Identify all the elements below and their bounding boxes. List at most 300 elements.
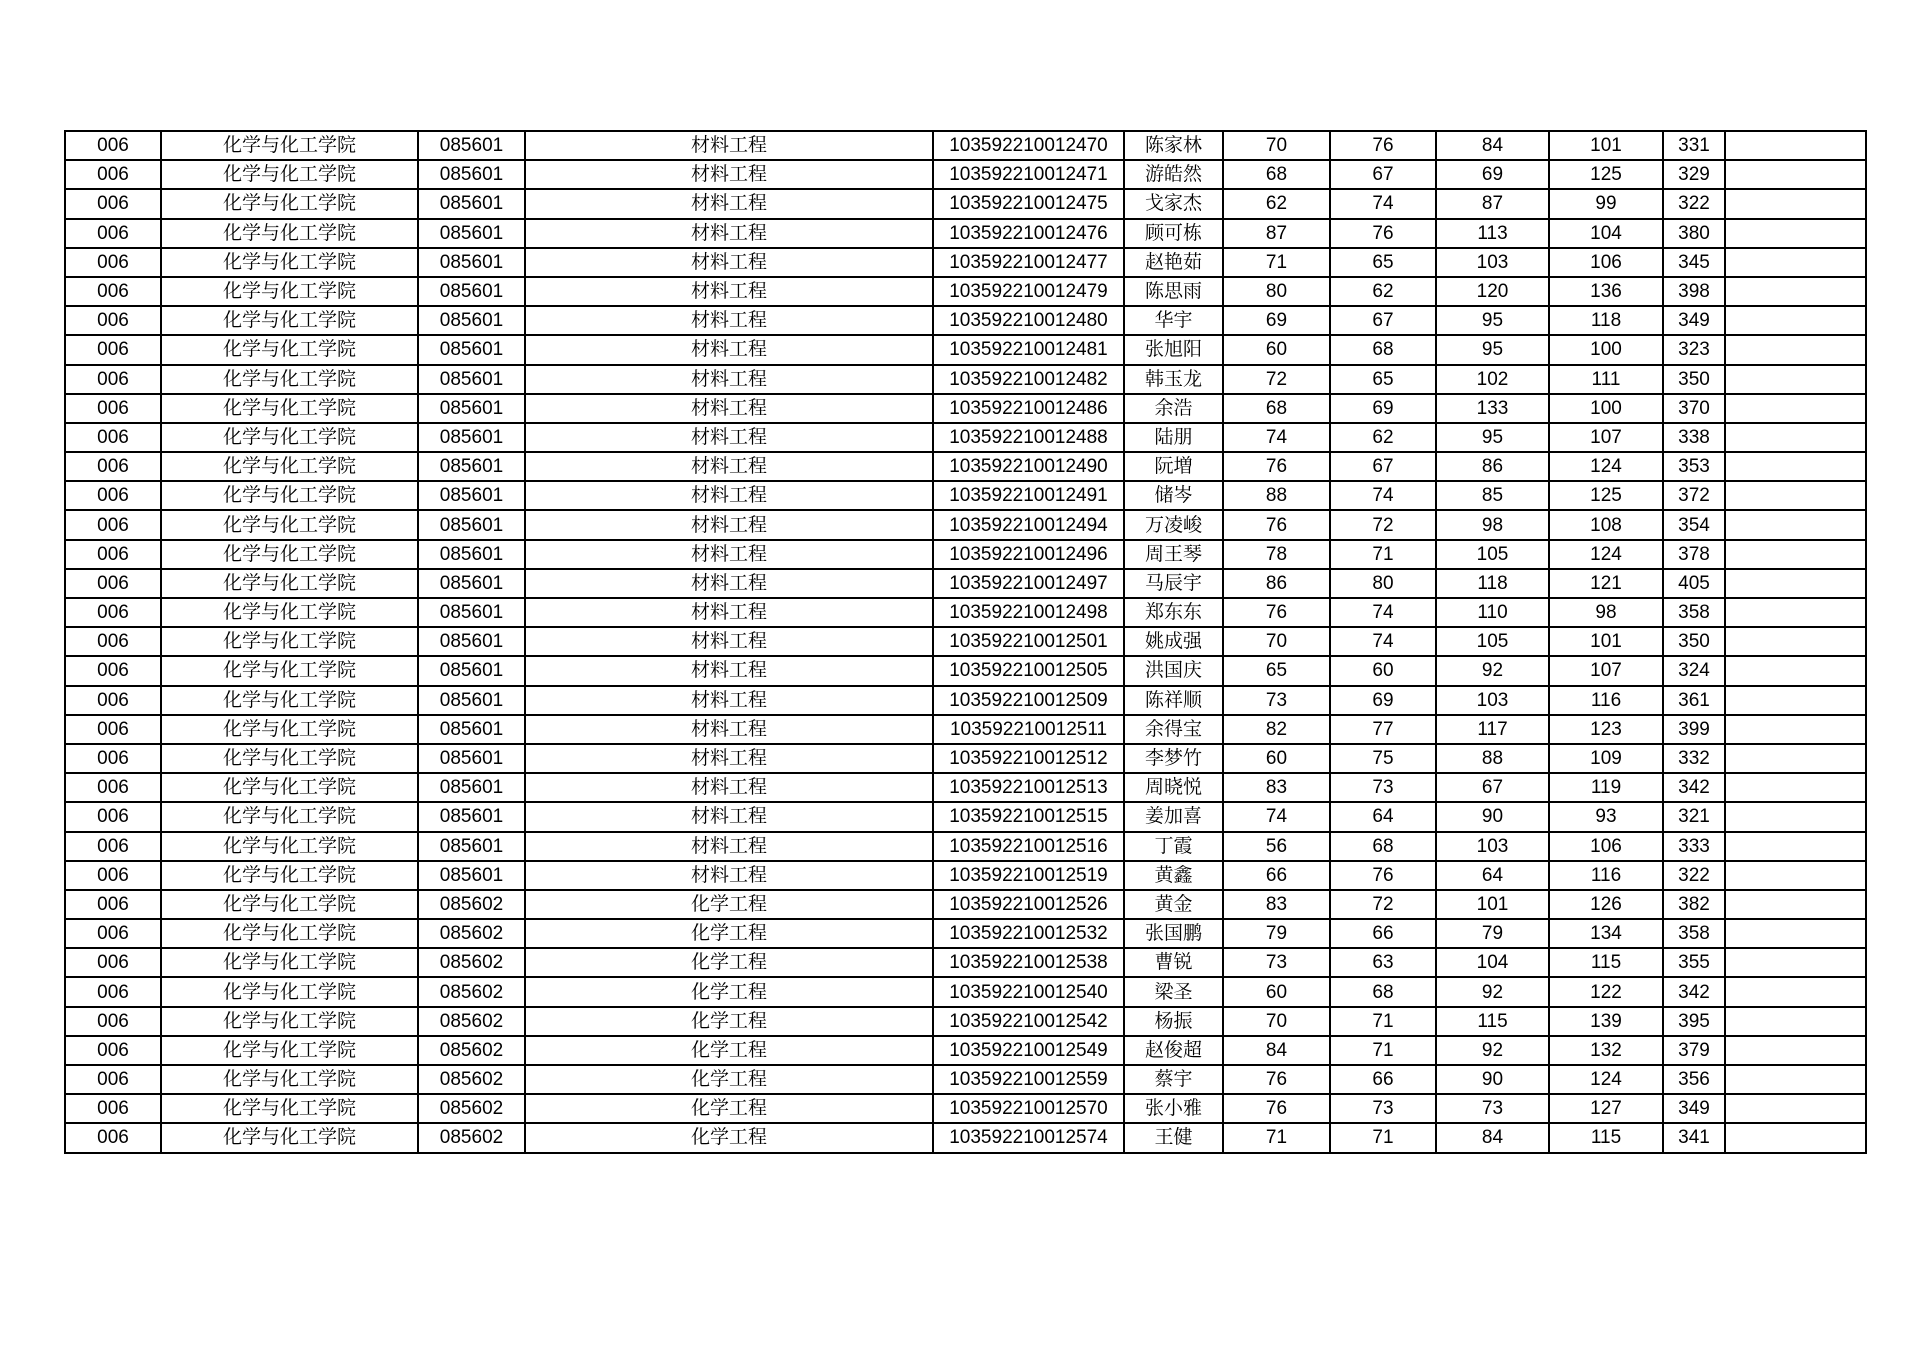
- score-3-cell: 95: [1436, 423, 1549, 452]
- exam-id-cell: 103592210012559: [933, 1065, 1124, 1094]
- exam-id-cell: 103592210012490: [933, 452, 1124, 481]
- score-1-cell: 68: [1223, 394, 1330, 423]
- score-3-cell: 90: [1436, 1065, 1549, 1094]
- exam-id-cell: 103592210012486: [933, 394, 1124, 423]
- major-code-cell: 085601: [418, 510, 525, 539]
- college-name-cell: 化学与化工学院: [161, 452, 418, 481]
- score-4-cell: 134: [1549, 919, 1663, 948]
- student-name-cell: 丁霞: [1124, 832, 1223, 861]
- table-row: [65, 1123, 1866, 1152]
- major-name-cell: 材料工程: [525, 510, 933, 539]
- student-name-cell: 华宇: [1124, 306, 1223, 335]
- student-name-cell: 万凌峻: [1124, 510, 1223, 539]
- score-1-cell: 72: [1223, 365, 1330, 394]
- student-name-cell: 马辰宇: [1124, 569, 1223, 598]
- student-name-cell: 陈祥顺: [1124, 686, 1223, 715]
- exam-id-cell: 103592210012471: [933, 160, 1124, 189]
- score-2-cell: 67: [1330, 306, 1436, 335]
- major-name-cell: 化学工程: [525, 890, 933, 919]
- major-name-cell: 材料工程: [525, 131, 933, 160]
- major-code-cell: 085602: [418, 1123, 525, 1152]
- major-name-cell: 化学工程: [525, 919, 933, 948]
- total-score-cell: 333: [1663, 832, 1725, 861]
- total-score-cell: 331: [1663, 131, 1725, 160]
- college-name-cell: 化学与化工学院: [161, 773, 418, 802]
- major-code-cell: 085601: [418, 365, 525, 394]
- score-3-cell: 95: [1436, 335, 1549, 364]
- college-name-cell: 化学与化工学院: [161, 219, 418, 248]
- score-4-cell: 108: [1549, 510, 1663, 539]
- score-1-cell: 74: [1223, 423, 1330, 452]
- table-row: [65, 773, 1866, 802]
- college-code-cell: 006: [65, 394, 161, 423]
- exam-id-cell: 103592210012538: [933, 948, 1124, 977]
- total-score-cell: 378: [1663, 540, 1725, 569]
- college-code-cell: 006: [65, 1094, 161, 1123]
- score-2-cell: 68: [1330, 832, 1436, 861]
- major-name-cell: 材料工程: [525, 248, 933, 277]
- college-name-cell: 化学与化工学院: [161, 569, 418, 598]
- college-code-cell: 006: [65, 773, 161, 802]
- score-3-cell: 105: [1436, 627, 1549, 656]
- total-score-cell: 345: [1663, 248, 1725, 277]
- table-row: [65, 832, 1866, 861]
- score-4-cell: 139: [1549, 1007, 1663, 1036]
- score-2-cell: 71: [1330, 1123, 1436, 1152]
- score-4-cell: 124: [1549, 1065, 1663, 1094]
- student-name-cell: 王健: [1124, 1123, 1223, 1152]
- table-row: [65, 1007, 1866, 1036]
- score-1-cell: 60: [1223, 335, 1330, 364]
- college-code-cell: 006: [65, 540, 161, 569]
- remark-cell: [1725, 1065, 1866, 1094]
- score-1-cell: 76: [1223, 1094, 1330, 1123]
- score-3-cell: 92: [1436, 1036, 1549, 1065]
- major-name-cell: 材料工程: [525, 686, 933, 715]
- major-name-cell: 材料工程: [525, 160, 933, 189]
- major-name-cell: 材料工程: [525, 189, 933, 218]
- college-name-cell: 化学与化工学院: [161, 510, 418, 539]
- student-name-cell: 黄鑫: [1124, 861, 1223, 890]
- college-code-cell: 006: [65, 219, 161, 248]
- total-score-cell: 342: [1663, 977, 1725, 1006]
- score-4-cell: 124: [1549, 452, 1663, 481]
- table-row: [65, 948, 1866, 977]
- score-1-cell: 83: [1223, 773, 1330, 802]
- remark-cell: [1725, 1094, 1866, 1123]
- major-name-cell: 材料工程: [525, 598, 933, 627]
- score-2-cell: 80: [1330, 569, 1436, 598]
- college-code-cell: 006: [65, 160, 161, 189]
- score-2-cell: 74: [1330, 189, 1436, 218]
- exam-id-cell: 103592210012509: [933, 686, 1124, 715]
- score-1-cell: 76: [1223, 598, 1330, 627]
- score-1-cell: 62: [1223, 189, 1330, 218]
- remark-cell: [1725, 277, 1866, 306]
- exam-id-cell: 103592210012491: [933, 481, 1124, 510]
- score-2-cell: 67: [1330, 160, 1436, 189]
- score-1-cell: 88: [1223, 481, 1330, 510]
- student-name-cell: 曹锐: [1124, 948, 1223, 977]
- major-code-cell: 085601: [418, 627, 525, 656]
- college-name-cell: 化学与化工学院: [161, 832, 418, 861]
- college-code-cell: 006: [65, 423, 161, 452]
- college-name-cell: 化学与化工学院: [161, 977, 418, 1006]
- major-code-cell: 085601: [418, 686, 525, 715]
- major-name-cell: 化学工程: [525, 1036, 933, 1065]
- college-name-cell: 化学与化工学院: [161, 335, 418, 364]
- score-4-cell: 100: [1549, 335, 1663, 364]
- total-score-cell: 329: [1663, 160, 1725, 189]
- score-2-cell: 63: [1330, 948, 1436, 977]
- major-code-cell: 085601: [418, 131, 525, 160]
- table-row: [65, 219, 1866, 248]
- remark-cell: [1725, 452, 1866, 481]
- total-score-cell: 323: [1663, 335, 1725, 364]
- major-code-cell: 085601: [418, 598, 525, 627]
- score-2-cell: 71: [1330, 1036, 1436, 1065]
- college-code-cell: 006: [65, 510, 161, 539]
- major-code-cell: 085601: [418, 715, 525, 744]
- college-code-cell: 006: [65, 861, 161, 890]
- score-2-cell: 66: [1330, 1065, 1436, 1094]
- student-name-cell: 洪国庆: [1124, 656, 1223, 685]
- remark-cell: [1725, 802, 1866, 831]
- exam-id-cell: 103592210012515: [933, 802, 1124, 831]
- total-score-cell: 354: [1663, 510, 1725, 539]
- table-row: [65, 452, 1866, 481]
- total-score-cell: 405: [1663, 569, 1725, 598]
- table-row: [65, 189, 1866, 218]
- score-4-cell: 107: [1549, 656, 1663, 685]
- remark-cell: [1725, 423, 1866, 452]
- score-3-cell: 133: [1436, 394, 1549, 423]
- total-score-cell: 380: [1663, 219, 1725, 248]
- score-1-cell: 76: [1223, 452, 1330, 481]
- major-code-cell: 085602: [418, 977, 525, 1006]
- remark-cell: [1725, 627, 1866, 656]
- table-row: [65, 160, 1866, 189]
- table-row: [65, 715, 1866, 744]
- score-2-cell: 72: [1330, 510, 1436, 539]
- major-name-cell: 材料工程: [525, 277, 933, 306]
- total-score-cell: 324: [1663, 656, 1725, 685]
- college-code-cell: 006: [65, 131, 161, 160]
- college-name-cell: 化学与化工学院: [161, 365, 418, 394]
- student-name-cell: 蔡宇: [1124, 1065, 1223, 1094]
- total-score-cell: 382: [1663, 890, 1725, 919]
- college-code-cell: 006: [65, 1036, 161, 1065]
- score-4-cell: 93: [1549, 802, 1663, 831]
- student-name-cell: 阮増: [1124, 452, 1223, 481]
- remark-cell: [1725, 919, 1866, 948]
- score-4-cell: 127: [1549, 1094, 1663, 1123]
- college-name-cell: 化学与化工学院: [161, 248, 418, 277]
- table-row: [65, 686, 1866, 715]
- college-name-cell: 化学与化工学院: [161, 919, 418, 948]
- major-name-cell: 材料工程: [525, 540, 933, 569]
- remark-cell: [1725, 510, 1866, 539]
- score-4-cell: 115: [1549, 1123, 1663, 1152]
- total-score-cell: 379: [1663, 1036, 1725, 1065]
- college-code-cell: 006: [65, 277, 161, 306]
- student-name-cell: 余得宝: [1124, 715, 1223, 744]
- table-row: [65, 802, 1866, 831]
- remark-cell: [1725, 189, 1866, 218]
- score-2-cell: 76: [1330, 861, 1436, 890]
- remark-cell: [1725, 686, 1866, 715]
- table-row: [65, 1036, 1866, 1065]
- major-code-cell: 085601: [418, 744, 525, 773]
- score-2-cell: 77: [1330, 715, 1436, 744]
- score-3-cell: 102: [1436, 365, 1549, 394]
- score-4-cell: 125: [1549, 481, 1663, 510]
- score-2-cell: 68: [1330, 335, 1436, 364]
- total-score-cell: 342: [1663, 773, 1725, 802]
- remark-cell: [1725, 773, 1866, 802]
- college-code-cell: 006: [65, 948, 161, 977]
- table-row: [65, 277, 1866, 306]
- table-row: [65, 977, 1866, 1006]
- total-score-cell: 350: [1663, 627, 1725, 656]
- remark-cell: [1725, 861, 1866, 890]
- major-code-cell: 085602: [418, 948, 525, 977]
- student-name-cell: 姚成强: [1124, 627, 1223, 656]
- major-code-cell: 085602: [418, 1065, 525, 1094]
- score-1-cell: 66: [1223, 861, 1330, 890]
- major-name-cell: 材料工程: [525, 452, 933, 481]
- exam-id-cell: 103592210012482: [933, 365, 1124, 394]
- score-1-cell: 78: [1223, 540, 1330, 569]
- score-2-cell: 69: [1330, 686, 1436, 715]
- student-name-cell: 李梦竹: [1124, 744, 1223, 773]
- score-1-cell: 68: [1223, 160, 1330, 189]
- remark-cell: [1725, 569, 1866, 598]
- score-4-cell: 126: [1549, 890, 1663, 919]
- total-score-cell: 338: [1663, 423, 1725, 452]
- table-row: [65, 1094, 1866, 1123]
- major-code-cell: 085602: [418, 1007, 525, 1036]
- score-3-cell: 115: [1436, 1007, 1549, 1036]
- student-name-cell: 周晓悦: [1124, 773, 1223, 802]
- college-name-cell: 化学与化工学院: [161, 394, 418, 423]
- major-name-cell: 材料工程: [525, 306, 933, 335]
- college-name-cell: 化学与化工学院: [161, 160, 418, 189]
- score-4-cell: 104: [1549, 219, 1663, 248]
- major-name-cell: 材料工程: [525, 481, 933, 510]
- major-code-cell: 085601: [418, 423, 525, 452]
- major-name-cell: 材料工程: [525, 569, 933, 598]
- score-3-cell: 105: [1436, 540, 1549, 569]
- college-name-cell: 化学与化工学院: [161, 306, 418, 335]
- score-3-cell: 103: [1436, 248, 1549, 277]
- major-name-cell: 材料工程: [525, 365, 933, 394]
- score-4-cell: 123: [1549, 715, 1663, 744]
- score-4-cell: 106: [1549, 832, 1663, 861]
- table-row: [65, 510, 1866, 539]
- score-4-cell: 99: [1549, 189, 1663, 218]
- student-name-cell: 周王琴: [1124, 540, 1223, 569]
- major-code-cell: 085602: [418, 890, 525, 919]
- remark-cell: [1725, 131, 1866, 160]
- major-name-cell: 材料工程: [525, 219, 933, 248]
- college-code-cell: 006: [65, 802, 161, 831]
- exam-id-cell: 103592210012516: [933, 832, 1124, 861]
- table-row: [65, 1065, 1866, 1094]
- remark-cell: [1725, 715, 1866, 744]
- major-code-cell: 085601: [418, 452, 525, 481]
- college-code-cell: 006: [65, 248, 161, 277]
- score-2-cell: 73: [1330, 1094, 1436, 1123]
- college-code-cell: 006: [65, 335, 161, 364]
- score-1-cell: 69: [1223, 306, 1330, 335]
- score-3-cell: 84: [1436, 131, 1549, 160]
- score-1-cell: 84: [1223, 1036, 1330, 1065]
- exam-id-cell: 103592210012512: [933, 744, 1124, 773]
- student-name-cell: 陈家林: [1124, 131, 1223, 160]
- exam-id-cell: 103592210012481: [933, 335, 1124, 364]
- exam-id-cell: 103592210012479: [933, 277, 1124, 306]
- student-name-cell: 赵俊超: [1124, 1036, 1223, 1065]
- college-code-cell: 006: [65, 481, 161, 510]
- student-name-cell: 陈思雨: [1124, 277, 1223, 306]
- table-row: [65, 598, 1866, 627]
- score-4-cell: 119: [1549, 773, 1663, 802]
- score-3-cell: 73: [1436, 1094, 1549, 1123]
- major-code-cell: 085601: [418, 481, 525, 510]
- college-name-cell: 化学与化工学院: [161, 686, 418, 715]
- exam-id-cell: 103592210012497: [933, 569, 1124, 598]
- total-score-cell: 372: [1663, 481, 1725, 510]
- exam-id-cell: 103592210012470: [933, 131, 1124, 160]
- remark-cell: [1725, 890, 1866, 919]
- student-name-cell: 陆朋: [1124, 423, 1223, 452]
- score-1-cell: 71: [1223, 1123, 1330, 1152]
- table-row: [65, 627, 1866, 656]
- college-code-cell: 006: [65, 656, 161, 685]
- college-code-cell: 006: [65, 189, 161, 218]
- remark-cell: [1725, 248, 1866, 277]
- total-score-cell: 322: [1663, 861, 1725, 890]
- score-4-cell: 125: [1549, 160, 1663, 189]
- exam-id-cell: 103592210012542: [933, 1007, 1124, 1036]
- score-3-cell: 86: [1436, 452, 1549, 481]
- major-name-cell: 材料工程: [525, 627, 933, 656]
- remark-cell: [1725, 540, 1866, 569]
- score-4-cell: 106: [1549, 248, 1663, 277]
- table-row: [65, 131, 1866, 160]
- major-name-cell: 化学工程: [525, 948, 933, 977]
- major-name-cell: 材料工程: [525, 335, 933, 364]
- score-3-cell: 67: [1436, 773, 1549, 802]
- remark-cell: [1725, 335, 1866, 364]
- score-1-cell: 73: [1223, 686, 1330, 715]
- exam-id-cell: 103592210012532: [933, 919, 1124, 948]
- exam-id-cell: 103592210012494: [933, 510, 1124, 539]
- remark-cell: [1725, 160, 1866, 189]
- table-row: [65, 569, 1866, 598]
- score-3-cell: 90: [1436, 802, 1549, 831]
- score-3-cell: 92: [1436, 656, 1549, 685]
- exam-id-cell: 103592210012498: [933, 598, 1124, 627]
- score-3-cell: 103: [1436, 832, 1549, 861]
- student-name-cell: 储岑: [1124, 481, 1223, 510]
- exam-id-cell: 103592210012505: [933, 656, 1124, 685]
- remark-cell: [1725, 832, 1866, 861]
- major-code-cell: 085601: [418, 394, 525, 423]
- score-2-cell: 68: [1330, 977, 1436, 1006]
- major-name-cell: 材料工程: [525, 861, 933, 890]
- score-1-cell: 70: [1223, 627, 1330, 656]
- score-1-cell: 73: [1223, 948, 1330, 977]
- major-name-cell: 材料工程: [525, 423, 933, 452]
- college-code-cell: 006: [65, 452, 161, 481]
- total-score-cell: 395: [1663, 1007, 1725, 1036]
- exam-id-cell: 103592210012488: [933, 423, 1124, 452]
- major-name-cell: 材料工程: [525, 773, 933, 802]
- major-name-cell: 化学工程: [525, 1094, 933, 1123]
- major-name-cell: 化学工程: [525, 1123, 933, 1152]
- college-name-cell: 化学与化工学院: [161, 598, 418, 627]
- score-2-cell: 65: [1330, 365, 1436, 394]
- college-name-cell: 化学与化工学院: [161, 948, 418, 977]
- exam-id-cell: 103592210012574: [933, 1123, 1124, 1152]
- score-3-cell: 64: [1436, 861, 1549, 890]
- major-code-cell: 085601: [418, 802, 525, 831]
- remark-cell: [1725, 977, 1866, 1006]
- college-code-cell: 006: [65, 1123, 161, 1152]
- remark-cell: [1725, 598, 1866, 627]
- major-name-cell: 材料工程: [525, 744, 933, 773]
- score-1-cell: 82: [1223, 715, 1330, 744]
- major-name-cell: 材料工程: [525, 656, 933, 685]
- score-2-cell: 72: [1330, 890, 1436, 919]
- major-code-cell: 085601: [418, 569, 525, 598]
- score-table-body: [65, 131, 1866, 1153]
- college-code-cell: 006: [65, 627, 161, 656]
- score-1-cell: 76: [1223, 510, 1330, 539]
- college-code-cell: 006: [65, 832, 161, 861]
- major-code-cell: 085601: [418, 773, 525, 802]
- exam-id-cell: 103592210012501: [933, 627, 1124, 656]
- score-2-cell: 60: [1330, 656, 1436, 685]
- college-name-cell: 化学与化工学院: [161, 715, 418, 744]
- remark-cell: [1725, 1123, 1866, 1152]
- score-2-cell: 74: [1330, 481, 1436, 510]
- total-score-cell: 398: [1663, 277, 1725, 306]
- score-4-cell: 101: [1549, 131, 1663, 160]
- student-name-cell: 余浩: [1124, 394, 1223, 423]
- major-code-cell: 085601: [418, 277, 525, 306]
- major-code-cell: 085601: [418, 335, 525, 364]
- score-table: [64, 130, 1867, 1154]
- score-3-cell: 118: [1436, 569, 1549, 598]
- score-4-cell: 116: [1549, 861, 1663, 890]
- score-2-cell: 64: [1330, 802, 1436, 831]
- total-score-cell: 321: [1663, 802, 1725, 831]
- score-3-cell: 98: [1436, 510, 1549, 539]
- score-4-cell: 124: [1549, 540, 1663, 569]
- table-row: [65, 890, 1866, 919]
- score-3-cell: 113: [1436, 219, 1549, 248]
- remark-cell: [1725, 394, 1866, 423]
- score-4-cell: 116: [1549, 686, 1663, 715]
- exam-id-cell: 103592210012496: [933, 540, 1124, 569]
- student-name-cell: 顾可栋: [1124, 219, 1223, 248]
- score-3-cell: 87: [1436, 189, 1549, 218]
- college-name-cell: 化学与化工学院: [161, 131, 418, 160]
- exam-id-cell: 103592210012519: [933, 861, 1124, 890]
